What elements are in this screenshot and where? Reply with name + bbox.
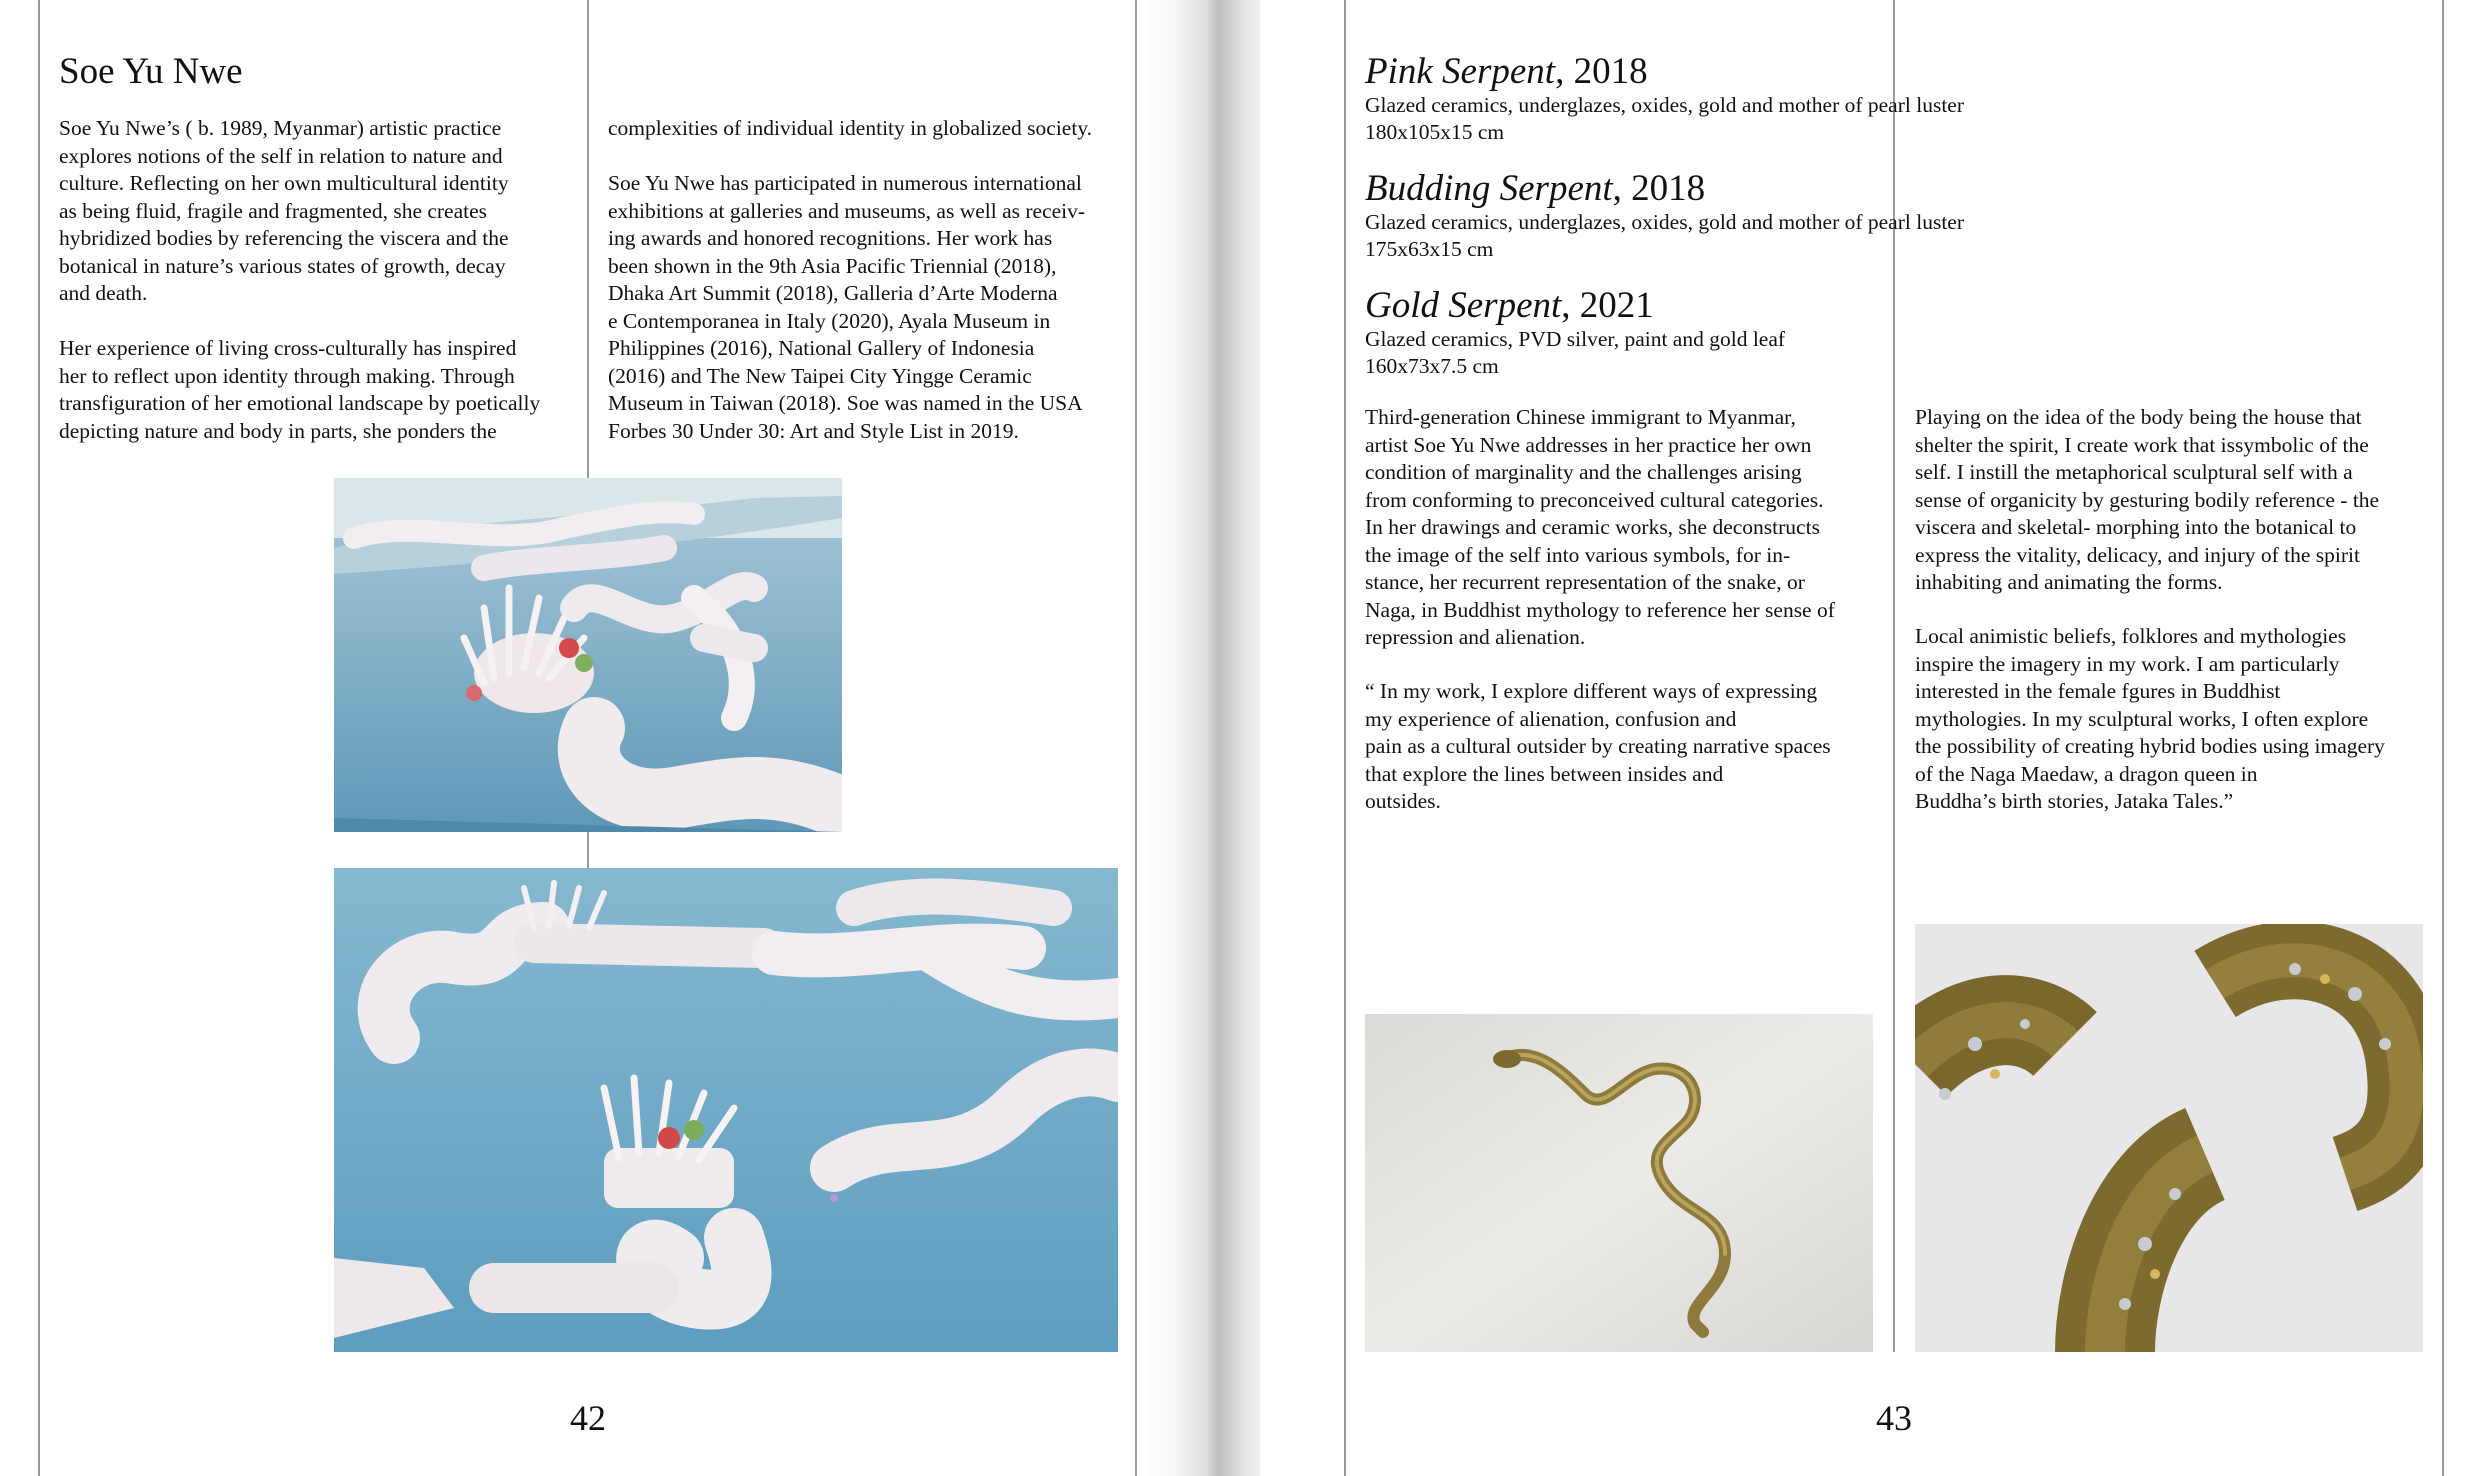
artwork-title-pink-serpent [1365, 52, 1648, 92]
artwork-year: , 2018 [1555, 51, 1648, 92]
left-page-margin-rule [38, 0, 40, 1476]
artist-quote-paragraph-1: “ In my work, I explore different ways of expressing my experience of alienation, confusion and pain as a cultural outsider by creating narrative spaces that explore the lines between insides and outsides. [1365, 679, 1831, 813]
artwork-materials-pink-serpent: Glazed ceramics, underglazes, oxides, gold and mother of pearl luster [1365, 93, 1964, 117]
artwork-dimensions-budding-serpent: 175x63x15 cm [1365, 237, 1494, 261]
artist-name-heading: Soe Yu Nwe [59, 51, 243, 92]
artwork-dimensions-pink-serpent: 180x105x15 cm [1365, 120, 1505, 144]
gold-serpent-wall-photo [1365, 1014, 1873, 1352]
page-number-43: 43 [1876, 1398, 1912, 1438]
pink-serpent-closeup-photo [334, 478, 842, 832]
page-number-42: 42 [570, 1398, 606, 1438]
exhibitions-paragraph: Soe Yu Nwe has participated in numerous international exhibitions at galleries and museums, as well as receiv- ing awards and honored recognitions. Her work has been shown in the 9th Asia Pacific Triennial (2018), Dhaka Art Summit (2018), Galleria d’Arte Moderna e Contemporanea in Italy (2020), Ayala Museum in Philippines (2016), National Gallery of Indonesia (2016) and The New Taipei City Yingge Ceramic Museum in Taiwan (2018). Soe was named in the USA Forbes 30 Under 30: Art and Style List in 2019. [608, 171, 1086, 443]
artist-statement-paragraph-1: Third-generation Chinese immigrant to Myanmar, artist Soe Yu Nwe addresses in her practice her own condition of marginality and the challenges arising from conforming to preconceived cultural categories. In her drawings and ceramic works, she deconstructs the image of the self into various symbols, for in- stance, her recurrent representation of the snake, or Naga, in Buddhist mythology to reference her sense of repression and alienation. [1365, 405, 1835, 649]
artwork-dimensions-gold-serpent: 160x73x7.5 cm [1365, 354, 1499, 378]
left-page-edge-rule [1135, 0, 1137, 1476]
artwork-title-budding-serpent [1365, 169, 1705, 209]
artwork-year: , 2021 [1561, 285, 1654, 326]
artwork-title-text: Gold Serpent [1365, 285, 1562, 326]
bio-paragraph-3: complexities of individual identity in globalized society. [608, 116, 1093, 140]
right-page-margin-rule [1344, 0, 1346, 1476]
artwork-title-gold-serpent [1365, 286, 1654, 326]
pink-serpent-installation-photo [334, 868, 1118, 1352]
left-page [0, 0, 1190, 1476]
artwork-title-text: Pink Serpent [1365, 51, 1556, 92]
right-page [1260, 0, 2480, 1476]
bio-paragraph-2: Her experience of living cross-culturally has inspired her to reflect upon identity through making. Through transfiguration of her emotional landscape by poetically depicting nature and body in parts, she ponders the [59, 336, 541, 443]
right-page-column-rule [1893, 0, 1895, 1352]
artwork-year: , 2018 [1612, 168, 1706, 209]
artwork-materials-gold-serpent: Glazed ceramics, PVD silver, paint and gold leaf [1365, 327, 1786, 351]
artist-quote-paragraph-2: Playing on the idea of the body being the house that shelter the spirit, I create work that issymbolic of the self. I instill the metaphorical sculptural self with a sense of organicity by gesturing bodily reference - the viscera and skeletal- morphing into the botanical to express the vitality, delicacy, and injury of the spirit inhabiting and animating the forms. [1915, 405, 2380, 594]
gold-serpent-closeup-photo [1915, 924, 2423, 1352]
bio-paragraph-1: Soe Yu Nwe’s ( b. 1989, Myanmar) artistic practice explores notions of the self in relation to nature and culture. Reflecting on her own multicultural identity as being fluid, fragile and fragmented, she creates hybridized bodies by referencing the viscera and the botanical in nature’s various states of growth, decay and death. [59, 116, 509, 305]
artist-quote-paragraph-3: Local animistic beliefs, folklores and mythologies inspire the imagery in my work. I am particularly interested in the female fgures in Buddhist mythologies. In my sculptural works, I often explore the possibility of creating hybrid bodies using imagery of the Naga Maedaw, a dragon queen in Buddha’s birth stories, Jataka Tales.” [1915, 624, 2385, 813]
artwork-title-text: Budding Serpent [1365, 168, 1613, 209]
artwork-materials-budding-serpent: Glazed ceramics, underglazes, oxides, gold and mother of pearl luster [1365, 210, 1964, 234]
